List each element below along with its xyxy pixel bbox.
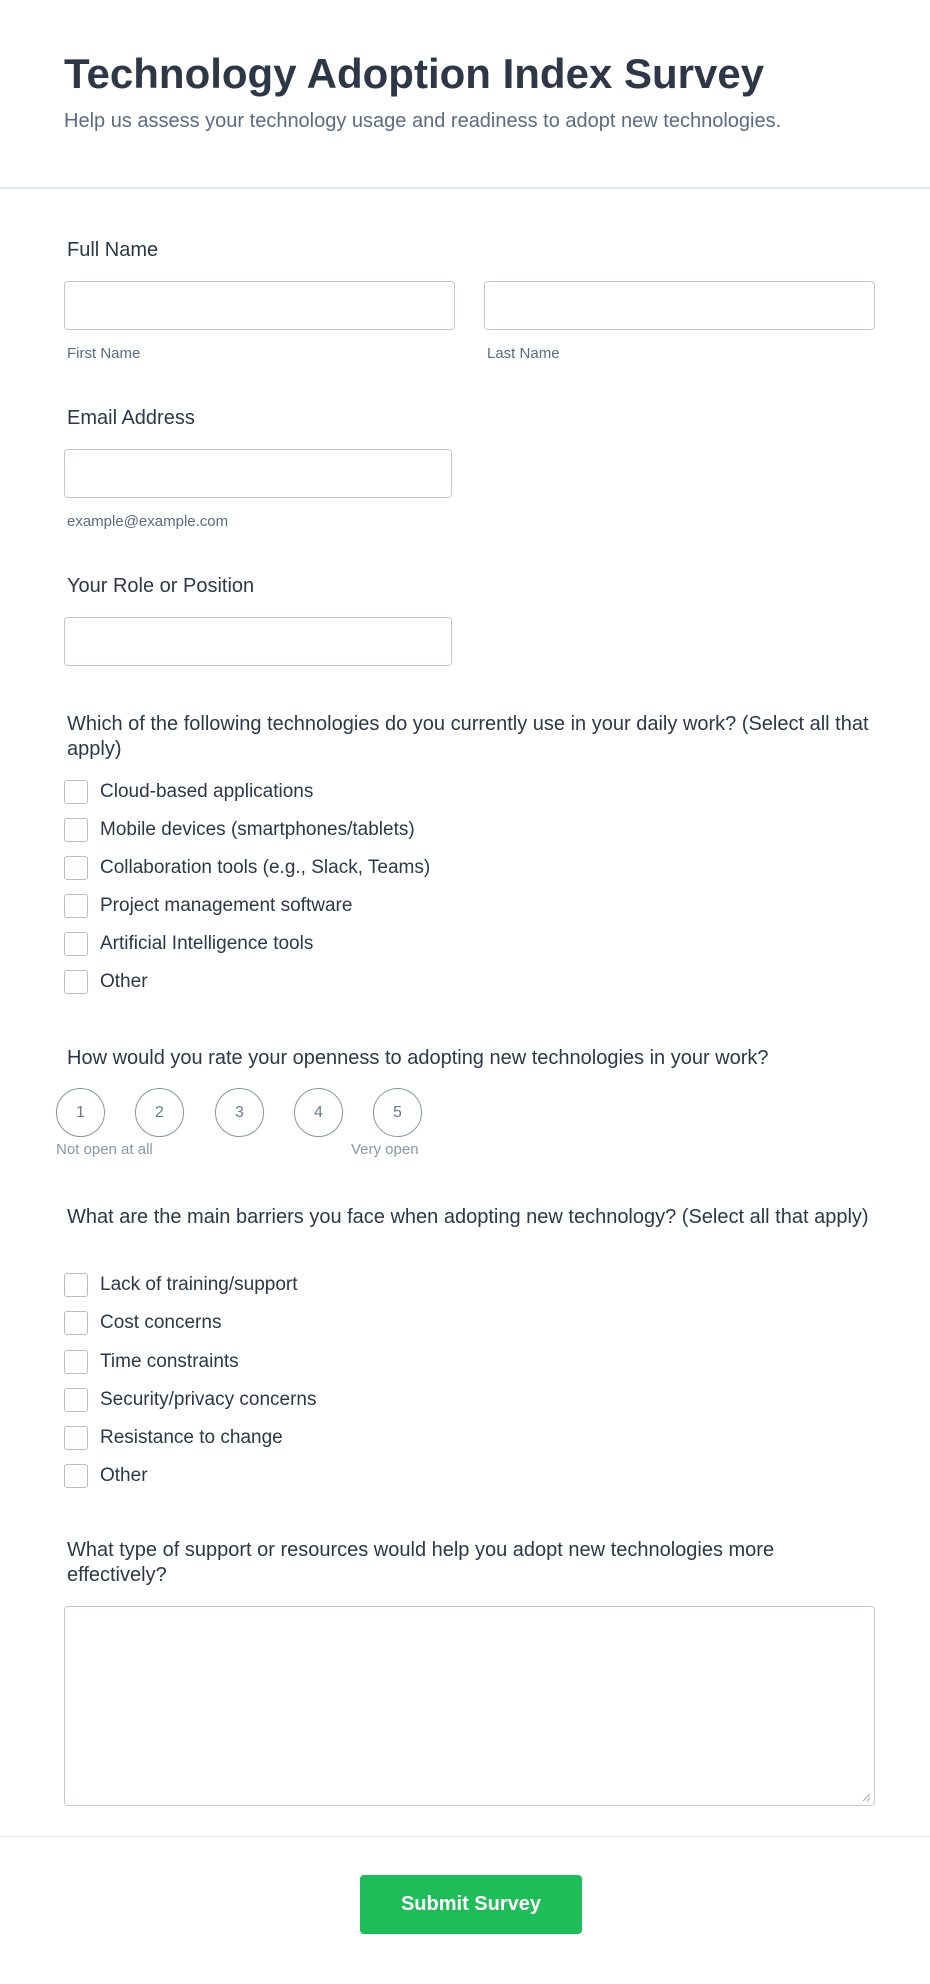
rating-low-label: Not open at all [56,1141,153,1158]
barrier-option-security[interactable] [64,1388,316,1412]
barrier-option-resistance[interactable] [64,1426,283,1450]
checkbox[interactable] [64,1426,88,1450]
technology-option-ai[interactable] [64,932,313,956]
full-name-label: Full Name [67,239,159,261]
checkbox[interactable] [64,818,88,842]
option-label: Resistance to change [100,1427,283,1448]
first-name-input[interactable] [64,281,455,330]
technology-option-other[interactable] [64,970,148,994]
technology-option-cloud[interactable] [64,780,313,804]
survey-header [0,0,930,189]
barrier-option-cost[interactable] [64,1311,221,1335]
option-label: Mobile devices (smartphones/tablets) [100,819,415,840]
page-subtitle: Help us assess your technology usage and readiness to adopt new technologies. [64,110,782,132]
option-label: Security/privacy concerns [100,1389,317,1410]
checkbox[interactable] [64,856,88,880]
checkbox[interactable] [64,780,88,804]
checkbox[interactable] [64,970,88,994]
email-sublabel: example@example.com [67,513,229,530]
technology-option-collaboration[interactable] [64,856,430,880]
technology-option-project-management[interactable] [64,894,352,918]
technologies-question: Which of the following technologies do you currently use in your daily work? (Select all that apply) [67,713,869,760]
page-title: Technology Adoption Index Survey [64,50,765,97]
rating-high-label: Very open [351,1141,419,1158]
checkbox[interactable] [64,1273,88,1297]
barrier-option-time[interactable] [64,1350,239,1374]
option-label: Other [100,1465,148,1486]
option-label: Time constraints [100,1351,239,1372]
support-question: What type of support or resources would help you adopt new technologies more effectively? [67,1539,775,1586]
checkbox[interactable] [64,1464,88,1488]
email-label: Email Address [67,407,195,429]
option-label: Lack of training/support [100,1274,298,1295]
rating-option-5[interactable]: 5 [373,1088,422,1137]
option-label: Cost concerns [100,1312,222,1333]
checkbox[interactable] [64,932,88,956]
first-name-sublabel: First Name [67,345,141,362]
support-textarea[interactable] [64,1606,875,1806]
checkbox[interactable] [64,894,88,918]
role-label: Your Role or Position [67,575,255,597]
email-input[interactable] [64,449,452,498]
barrier-option-other[interactable] [64,1464,148,1488]
technology-option-mobile[interactable] [64,818,415,842]
last-name-sublabel: Last Name [487,345,560,362]
checkbox[interactable] [64,1350,88,1374]
checkbox[interactable] [64,1388,88,1412]
rating-option-3[interactable]: 3 [215,1088,264,1137]
submit-survey-button[interactable]: Submit Survey [360,1875,582,1934]
resize-handle-icon[interactable] [861,1792,871,1802]
rating-option-1[interactable]: 1 [56,1088,105,1137]
openness-question: How would you rate your openness to adopting new technologies in your work? [67,1047,769,1069]
barriers-question: What are the main barriers you face when adopting new technology? (Select all that apply) [67,1206,869,1228]
option-label: Artificial Intelligence tools [100,933,314,954]
rating-option-2[interactable]: 2 [135,1088,184,1137]
role-input[interactable] [64,617,452,666]
option-label: Project management software [100,895,353,916]
option-label: Other [100,971,148,992]
last-name-input[interactable] [484,281,875,330]
barrier-option-training[interactable] [64,1273,298,1297]
checkbox[interactable] [64,1311,88,1335]
option-label: Collaboration tools (e.g., Slack, Teams) [100,857,431,878]
rating-option-4[interactable]: 4 [294,1088,343,1137]
option-label: Cloud-based applications [100,781,314,802]
